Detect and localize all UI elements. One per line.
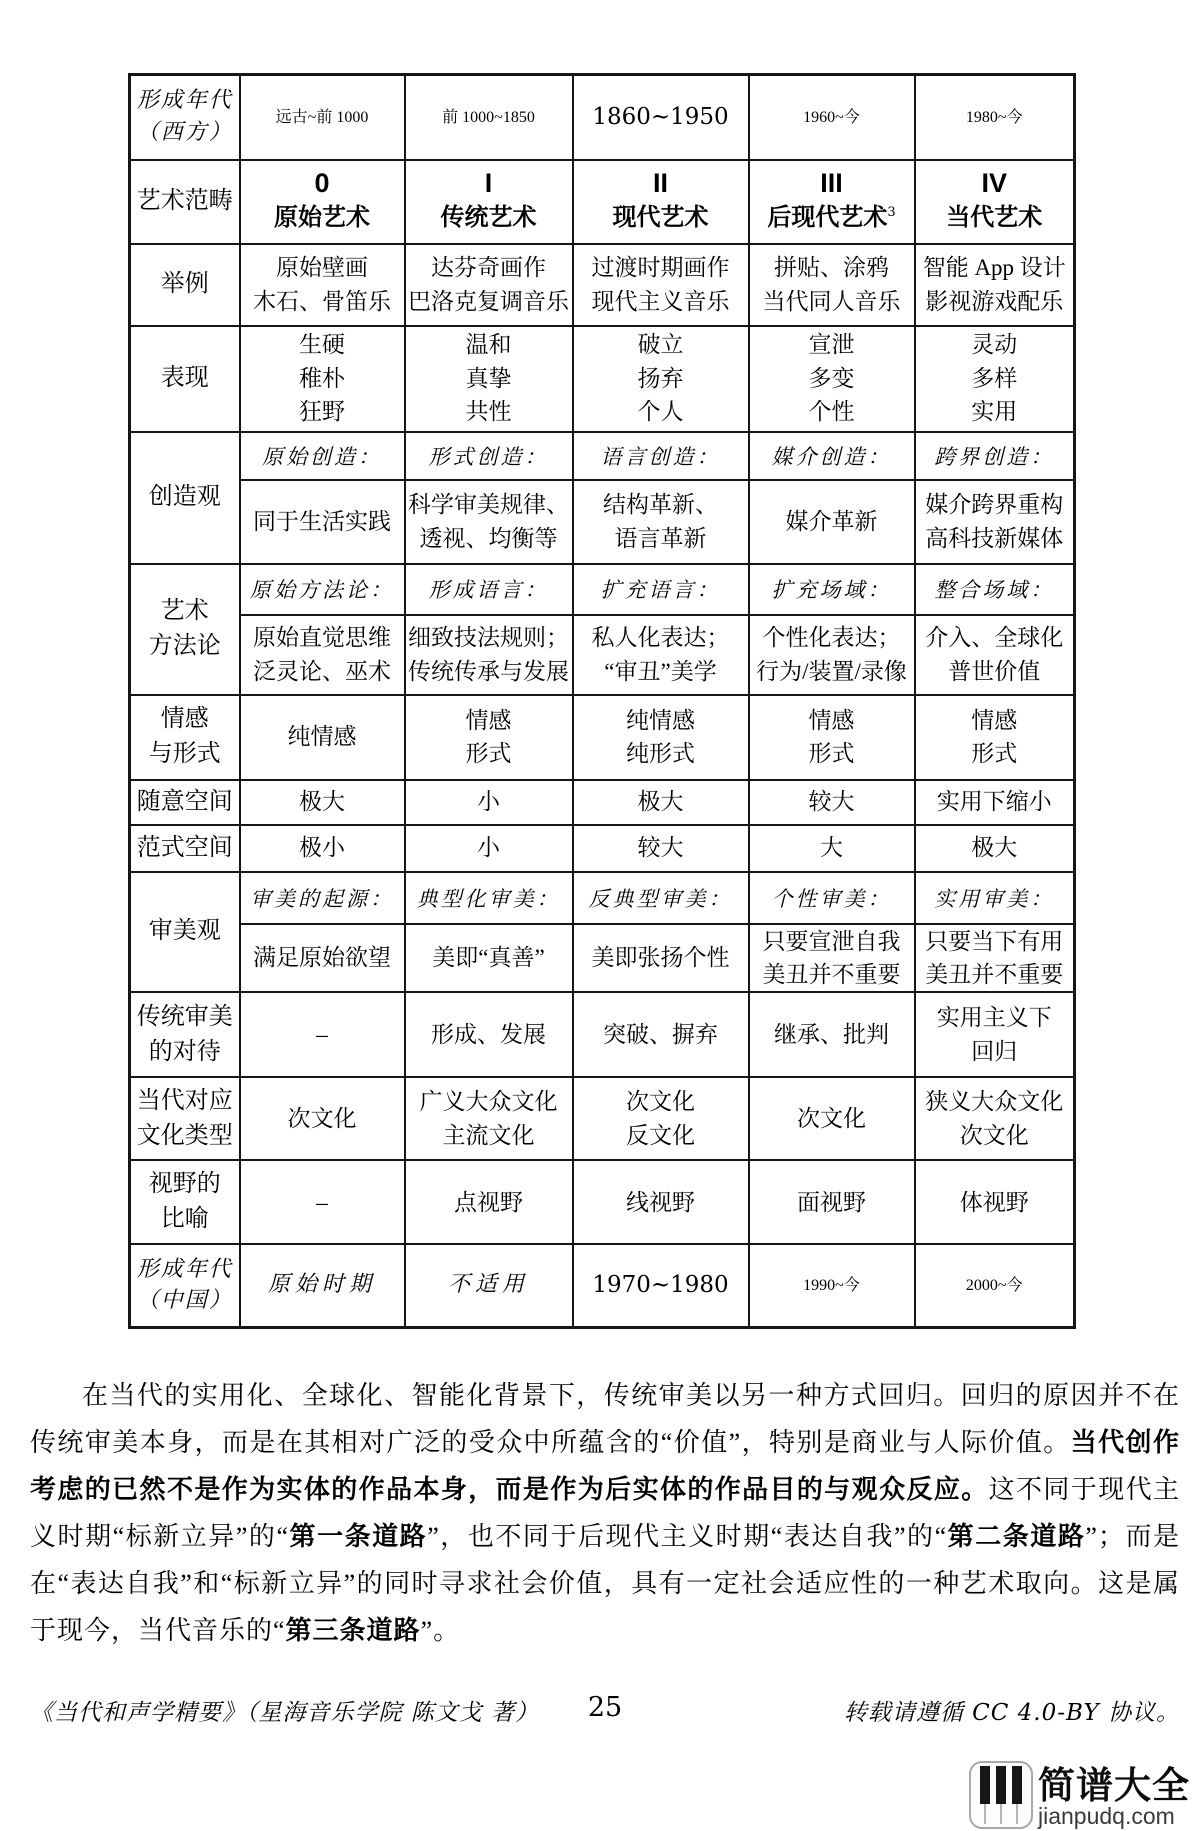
logo-domain: jianpudq.com (1038, 1802, 1175, 1829)
label-creation-view: 原始创造： (240, 432, 405, 480)
page-footer (30, 1690, 1180, 1730)
label-creation-view: 跨界创造： (915, 432, 1075, 480)
label-creation-view: 形式创造： (405, 432, 573, 480)
cell-freedom-space: 实用下缩小 (915, 780, 1075, 825)
content-aesthetic-view: 满足原始欲望 (240, 924, 405, 993)
cell-era-west: 前 1000~1850 (405, 75, 573, 160)
label-aesthetic-view: 个性审美： (749, 872, 915, 924)
content-creation-view: 结构革新、 语言革新 (573, 480, 749, 564)
row-header-examples: 举例 (130, 244, 240, 326)
content-aesthetic-view: 只要当下有用 美丑并不重要 (915, 924, 1075, 993)
cell-culture-type: 次文化 反文化 (573, 1077, 749, 1160)
row-header-culture-type: 当代对应 文化类型 (130, 1077, 240, 1160)
label-creation-view: 语言创造： (573, 432, 749, 480)
cell-culture-type: 狭义大众文化 次文化 (915, 1077, 1075, 1160)
content-methodology: 细致技法规则； 传统传承与发展 (405, 615, 573, 695)
cell-category: I 传统艺术 (405, 160, 573, 244)
cell-category: II 现代艺术 (573, 160, 749, 244)
cell-vision-metaphor: 体视野 (915, 1160, 1075, 1244)
cell-paradigm-space: 小 (405, 825, 573, 872)
label-methodology: 原始方法论： (240, 564, 405, 615)
paragraph-bold-segment: 第三条道路 (285, 1615, 421, 1645)
label-creation-view: 媒介创造： (749, 432, 915, 480)
cell-freedom-space: 较大 (749, 780, 915, 825)
cell-era-china: 1970~1980 (573, 1244, 749, 1327)
cell-traditional-attitude: 形成、发展 (405, 992, 573, 1077)
cell-paradigm-space: 极大 (915, 825, 1075, 872)
paragraph-bold-segment: 当代创作考虑的已然不是作为实体的作品本身，而是作为后实体的作品目的与观众反应。 (30, 1427, 1180, 1504)
row-header-era-china: 形成年代 （中国） (130, 1244, 240, 1327)
cell-freedom-space: 极大 (573, 780, 749, 825)
piano-key-divider (984, 1804, 986, 1824)
cell-paradigm-space: 较大 (573, 825, 749, 872)
content-methodology: 介入、全球化 普世价值 (915, 615, 1075, 695)
body-paragraph (30, 1372, 1180, 1654)
cell-era-china: 原始时期 (240, 1244, 405, 1327)
cell-culture-type: 广义大众文化 主流文化 (405, 1077, 573, 1160)
paragraph-bold-segment: 第二条道路 (947, 1521, 1086, 1551)
paragraph-segment: 这不同于现代主义时期“标新立异”的“ (30, 1475, 1180, 1551)
content-creation-view: 同于生活实践 (240, 480, 405, 564)
piano-icon (969, 1761, 1033, 1829)
content-creation-view: 科学审美规律、 透视、均衡等 (405, 480, 573, 564)
content-methodology: 私人化表达； “审丑”美学 (573, 615, 749, 695)
footer-book-title: 《当代和声学精要》（星海音乐学院 陈文戈 著） (30, 1700, 540, 1726)
content-methodology: 个性化表达； 行为/装置/录像 (749, 615, 915, 695)
piano-key-divider (1016, 1804, 1018, 1824)
cell-era-china: 不适用 (405, 1244, 573, 1327)
cell-expression: 破立 扬弃 个人 (573, 326, 749, 432)
site-logo (969, 1761, 1190, 1829)
piano-black-key (996, 1766, 1006, 1804)
row-header-era-west: 形成年代 （西方） (130, 75, 240, 160)
row-header-expression: 表现 (130, 326, 240, 432)
paragraph-segment: ”，也不同于后现代主义时期“表达自我”的“ (427, 1522, 948, 1551)
cell-freedom-space: 小 (405, 780, 573, 825)
cell-category: III 后现代艺术$^3$ (749, 160, 915, 244)
cell-category: 0 原始艺术 (240, 160, 405, 244)
cell-expression: 生硬 稚朴 狂野 (240, 326, 405, 432)
logo-title: 简谱大全 (1038, 1764, 1190, 1806)
cell-traditional-attitude: 继承、批判 (749, 992, 915, 1077)
cell-expression: 温和 真挚 共性 (405, 326, 573, 432)
label-aesthetic-view: 典型化审美： (405, 872, 573, 924)
cell-paradigm-space: 大 (749, 825, 915, 872)
content-methodology: 原始直觉思维 泛灵论、巫术 (240, 615, 405, 695)
row-header-methodology: 艺术 方法论 (130, 564, 240, 695)
cell-examples: 原始壁画 木石、骨笛乐 (240, 244, 405, 326)
footer-license: 转载请遵循 CC 4.0-BY 协议。 (843, 1700, 1180, 1726)
cell-examples: 过渡时期画作 现代主义音乐 (573, 244, 749, 326)
paragraph-segment: ”；而是在“表达自我”和“标新立异”的同时寻求社会价值，具有一定社会适应性的一种艺术取向。这是属于现今，当代音乐的“ (30, 1522, 1180, 1645)
piano-black-key (980, 1766, 990, 1804)
cell-vision-metaphor: 线视野 (573, 1160, 749, 1244)
page-number: 25 (587, 1692, 623, 1723)
cell-culture-type: 次文化 (240, 1077, 405, 1160)
content-aesthetic-view: 只要宣泄自我 美丑并不重要 (749, 924, 915, 993)
cell-era-west: 1980~今 (915, 75, 1075, 160)
label-aesthetic-view: 反典型审美： (573, 872, 749, 924)
cell-vision-metaphor: 点视野 (405, 1160, 573, 1244)
cell-expression: 宣泄 多变 个性 (749, 326, 915, 432)
content-creation-view: 媒介跨界重构 高科技新媒体 (915, 480, 1075, 564)
cell-emotion-form: 情感 形式 (405, 695, 573, 780)
label-methodology: 形成语言： (405, 564, 573, 615)
piano-black-key (1012, 1766, 1022, 1804)
cell-era-west: 1960~今 (749, 75, 915, 160)
cell-examples: 拼贴、涂鸦 当代同人音乐 (749, 244, 915, 326)
row-header-category: 艺术范畴 (130, 160, 240, 244)
label-aesthetic-view: 审美的起源： (240, 872, 405, 924)
row-header-aesthetic-view: 审美观 (130, 872, 240, 993)
content-aesthetic-view: 美即“真善” (405, 924, 573, 993)
cell-paradigm-space: 极小 (240, 825, 405, 872)
cell-traditional-attitude: – (240, 992, 405, 1077)
label-aesthetic-view: 实用审美： (915, 872, 1075, 924)
row-header-emotion-form: 情感 与形式 (130, 695, 240, 780)
cell-examples: 智能 App 设计 影视游戏配乐 (915, 244, 1075, 326)
row-header-freedom-space: 随意空间 (130, 780, 240, 825)
cell-emotion-form: 情感 形式 (749, 695, 915, 780)
content-aesthetic-view: 美即张扬个性 (573, 924, 749, 993)
label-methodology: 扩充场域： (749, 564, 915, 615)
cell-emotion-form: 纯情感 纯形式 (573, 695, 749, 780)
paragraph-bold-segment: 第一条道路 (289, 1521, 428, 1551)
cell-examples: 达芬奇画作 巴洛克复调音乐 (405, 244, 573, 326)
paragraph-segment: ”。 (420, 1616, 461, 1645)
cell-emotion-form: 纯情感 (240, 695, 405, 780)
label-methodology: 整合场域： (915, 564, 1075, 615)
row-header-paradigm-space: 范式空间 (130, 825, 240, 872)
cell-era-china: 2000~今 (915, 1244, 1075, 1327)
cell-era-west: 1860~1950 (573, 75, 749, 160)
cell-expression: 灵动 多样 实用 (915, 326, 1075, 432)
cell-category: IV 当代艺术 (915, 160, 1075, 244)
cell-era-west: 远古~前 1000 (240, 75, 405, 160)
cell-emotion-form: 情感 形式 (915, 695, 1075, 780)
cell-vision-metaphor: 面视野 (749, 1160, 915, 1244)
logo-text (1038, 1764, 1190, 1829)
cell-traditional-attitude: 突破、摒弃 (573, 992, 749, 1077)
cell-culture-type: 次文化 (749, 1077, 915, 1160)
cell-vision-metaphor: – (240, 1160, 405, 1244)
content-creation-view: 媒介革新 (749, 480, 915, 564)
cell-traditional-attitude: 实用主义下 回归 (915, 992, 1075, 1077)
row-header-traditional-attitude: 传统审美 的对待 (130, 992, 240, 1077)
cell-era-china: 1990~今 (749, 1244, 915, 1327)
paragraph-segment: 在当代的实用化、全球化、智能化背景下，传统审美以另一种方式回归。回归的原因并不在传统审美本身，而是在其相对广泛的受众中所蕴含的“价值”，特别是商业与人际价值。 (30, 1381, 1180, 1457)
art-periods-comparison-table (128, 73, 1076, 1329)
cell-freedom-space: 极大 (240, 780, 405, 825)
row-header-creation-view: 创造观 (130, 432, 240, 564)
piano-key-divider (1000, 1804, 1002, 1824)
label-methodology: 扩充语言： (573, 564, 749, 615)
row-header-vision-metaphor: 视野的 比喻 (130, 1160, 240, 1244)
